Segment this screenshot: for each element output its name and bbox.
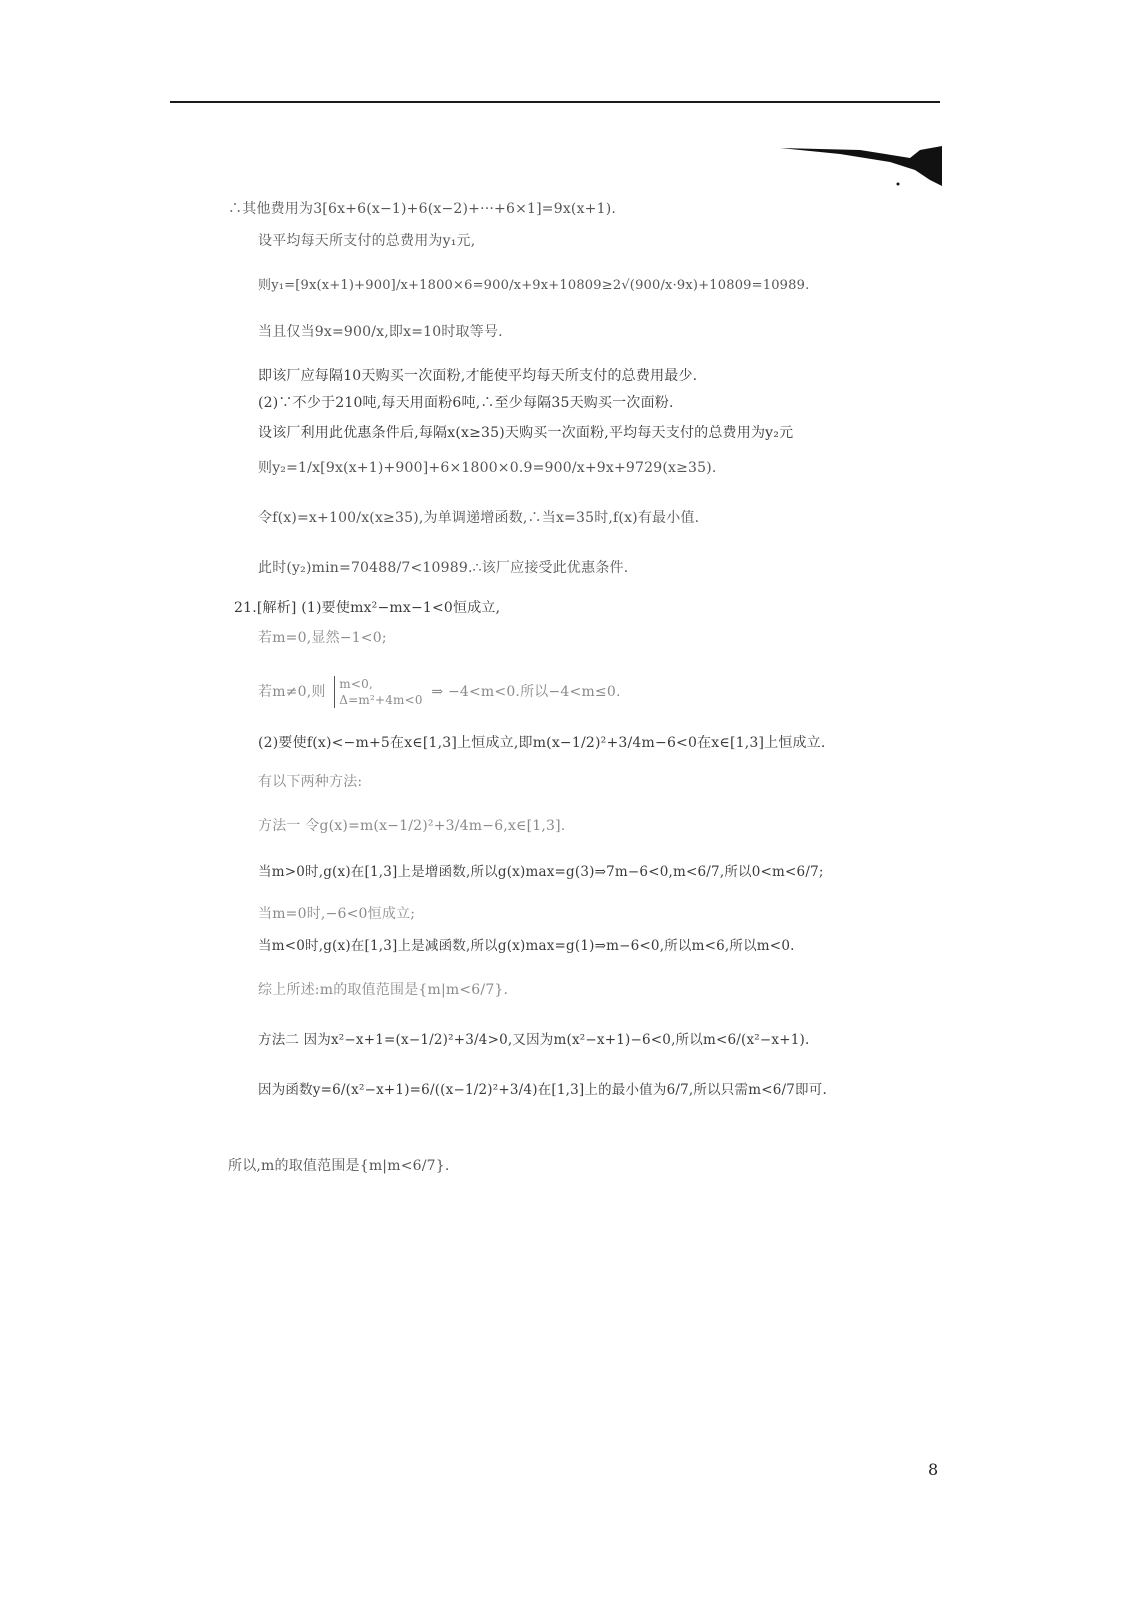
text-line: 令f(x)=x+100/x(x≥35),为单调递增函数,∴当x=35时,f(x)有最小值. — [258, 510, 700, 526]
text-line: 当m<0时,g(x)在[1,3]上是减函数,所以g(x)max=g(1)⇒m−6<0,所以m<6,所以m<0. — [258, 938, 795, 954]
system-row-2: Δ=m²+4m<0 — [339, 693, 423, 707]
text-line: 设平均每天所支付的总费用为y₁元, — [258, 233, 476, 249]
method-two-line: 方法二 因为x²−x+1=(x−1/2)²+3/4>0,又因为m(x²−x+1)−6<0,所以m<6/(x²−x+1). — [258, 1032, 810, 1048]
text-line: 此时(y₂)min=70488/7<10989.∴该厂应接受此优惠条件. — [258, 560, 629, 576]
text-line: (2)∵不少于210吨,每天用面粉6吨,∴至少每隔35天购买一次面粉. — [258, 395, 674, 411]
case-prefix: 若m≠0,则 — [258, 684, 326, 700]
case-conclusion: ⇒ −4<m<0.所以−4<m≤0. — [431, 684, 621, 700]
text-line: 即该厂应每隔10天购买一次面粉,才能使平均每天所支付的总费用最少. — [258, 368, 698, 384]
text-line: 则y₁=[9x(x+1)+900]/x+1800×6=900/x+9x+10809≥2√(900/x·9x)+10809=10989. — [258, 278, 810, 293]
inequality-system — [334, 676, 422, 708]
text-line: ∴其他费用为3[6x+6(x−1)+6(x−2)+···+6×1]=9x(x+1). — [228, 201, 617, 217]
text-line: 因为函数y=6/(x²−x+1)=6/((x−1/2)²+3/4)在[1,3]上的最小值为6/7,所以只需m<6/7即可. — [258, 1082, 827, 1098]
page-number: 8 — [928, 1460, 939, 1479]
text-line: 设该厂利用此优惠条件后,每隔x(x≥35)天购买一次面粉,平均每天支付的总费用为y₂元 — [258, 425, 794, 441]
case-line — [258, 676, 621, 708]
text-line: 当m>0时,g(x)在[1,3]上是增函数,所以g(x)max=g(3)⇒7m−6<0,m<6/7,所以0<m<6/7; — [258, 864, 824, 880]
conclusion-line: 所以,m的取值范围是{m|m<6/7}. — [228, 1158, 450, 1174]
text-line: 有以下两种方法: — [258, 774, 363, 790]
text-line: 若m=0,显然−1<0; — [258, 630, 387, 646]
header-rule — [170, 101, 940, 103]
system-row-1: m<0, — [339, 677, 373, 691]
text-line: 则y₂=1/x[9x(x+1)+900]+6×1800×0.9=900/x+9x+9729(x≥35). — [258, 460, 717, 476]
scan-corner-shadow — [780, 140, 942, 188]
text-line: 当且仅当9x=900/x,即x=10时取等号. — [258, 324, 503, 340]
text-line: (2)要使f(x)<−m+5在x∈[1,3]上恒成立,即m(x−1/2)²+3/4m−6<0在x∈[1,3]上恒成立. — [258, 735, 826, 751]
problem-21-heading: 21.[解析] (1)要使mx²−mx−1<0恒成立, — [234, 600, 501, 616]
text-line: 当m=0时,−6<0恒成立; — [258, 906, 416, 922]
text-line: 综上所述:m的取值范围是{m|m<6/7}. — [258, 982, 509, 998]
method-one-heading: 方法一 令g(x)=m(x−1/2)²+3/4m−6,x∈[1,3]. — [258, 818, 566, 834]
